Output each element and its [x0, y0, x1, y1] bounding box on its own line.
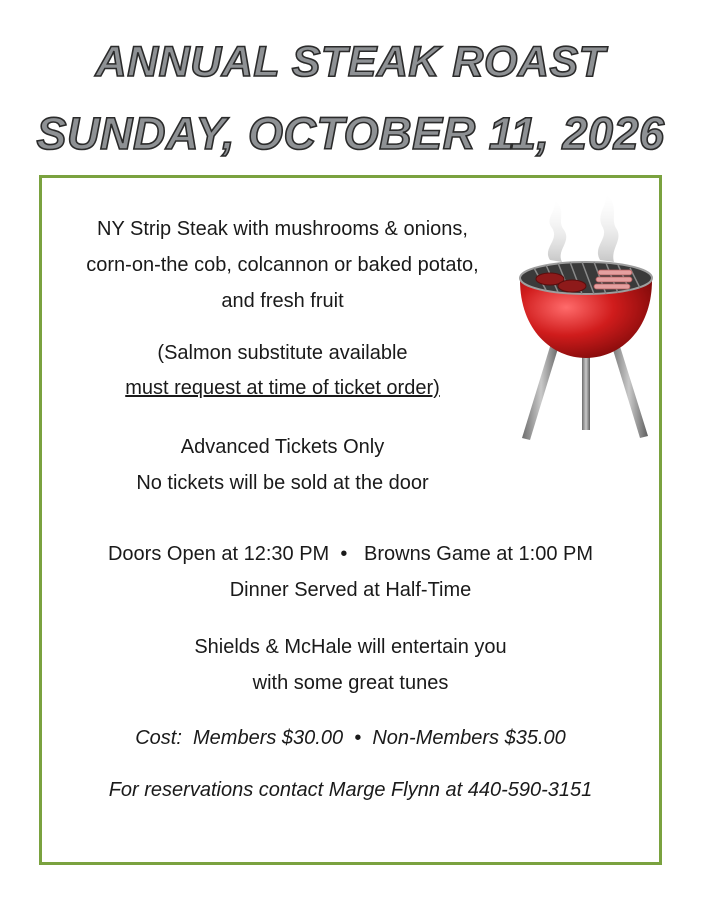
event-title: ANNUAL STEAK ROAST	[95, 38, 606, 86]
sausage-2	[596, 277, 632, 282]
menu-line-3: and fresh fruit	[221, 290, 344, 312]
grill-leg-middle	[582, 350, 590, 430]
tickets-line-1: Advanced Tickets Only	[180, 436, 385, 458]
cost-line	[0, 726, 701, 750]
smoke-right	[598, 194, 619, 262]
schedule-line	[0, 542, 701, 566]
tickets-line-2: No tickets will be sold at the door	[136, 472, 429, 494]
contact-line: For reservations contact Marge Flynn at 440-590-3151	[108, 779, 593, 801]
event-date: SUNDAY, OCTOBER 11, 2026	[36, 108, 665, 159]
salmon-note-request: must request at time of ticket order)	[125, 377, 440, 399]
sausage-3	[594, 284, 630, 289]
cost-label: Cost:	[135, 727, 182, 749]
sausage-1	[598, 270, 632, 275]
menu-line-1: NY Strip Steak with mushrooms & onions,	[97, 218, 468, 240]
menu-line-2: corn-on-the cob, colcannon or baked potato,	[86, 254, 479, 276]
bullet-separator: •	[354, 727, 362, 749]
salmon-note-line-1: (Salmon substitute available	[157, 342, 408, 364]
non-members-price: Non-Members $35.00	[372, 727, 566, 749]
members-price: Members $30.00	[193, 727, 344, 749]
doors-open-time: Doors Open at 12:30 PM	[107, 543, 330, 565]
dinner-time: Dinner Served at Half-Time	[229, 579, 472, 601]
entertainment-line-2: with some great tunes	[252, 672, 449, 694]
entertainment-line-1: Shields & McHale will entertain you	[194, 636, 507, 658]
grill-leg-right	[610, 340, 648, 438]
bullet-separator: •	[340, 543, 348, 565]
salmon-note-line-2	[0, 376, 565, 400]
game-time: Browns Game at 1:00 PM	[364, 543, 594, 565]
